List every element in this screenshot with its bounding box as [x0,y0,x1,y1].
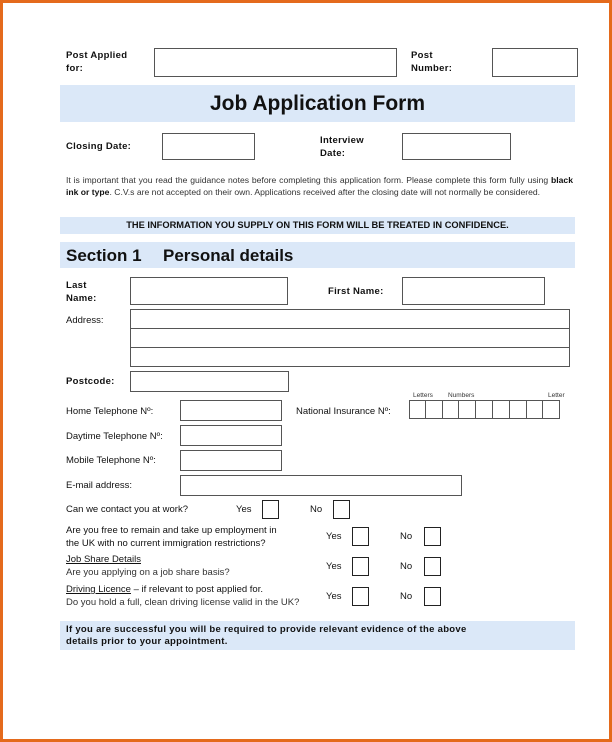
address-line-3[interactable] [130,347,570,367]
interview-date-label: Interview Date: [320,135,364,159]
immigration-yes-label: Yes [326,531,342,542]
first-name-label: First Name: [328,286,384,297]
driving-no-label: No [400,591,413,602]
immigration-question: Are you free to remain and take up employment in the UK with no current immigration restrictions? [66,525,277,549]
guidance-text: It is important that you read the guidance notes before completing this application form. Please complete this form fully using black ink or type. C.V.s are not accepted on their own. Applications received after the closing date will not normally be considered. [66,175,573,197]
page-title: Job Application Form [209,92,426,115]
first-name-field[interactable] [402,277,545,305]
ni-letters-caption: Letters [413,392,433,399]
postcode-label: Postcode: [66,376,115,387]
postcode-field[interactable] [130,371,289,392]
confidence-note: THE INFORMATION YOU SUPPLY ON THIS FORM WILL BE TREATED IN CONFIDENCE. [126,220,509,230]
driving-heading: Driving Licence – if relevant to post applied for. [66,584,263,595]
job-share-no-label: No [400,561,413,572]
post-applied-label: Post Applied for: [66,50,128,74]
post-number-field[interactable] [492,48,578,77]
immigration-no-label: No [400,531,413,542]
last-name-field[interactable] [130,277,288,305]
ni-cell[interactable] [543,400,560,419]
home-tel-field[interactable] [180,400,282,421]
daytime-tel-label: Daytime Telephone Nº: [66,431,163,442]
mobile-tel-field[interactable] [180,450,282,471]
closing-date-label: Closing Date: [66,141,132,152]
section-number: Section 1 [66,246,142,265]
immigration-no-checkbox[interactable] [424,527,441,546]
daytime-tel-field[interactable] [180,425,282,446]
ni-grid[interactable] [409,400,560,419]
ni-cell[interactable] [476,400,493,419]
address-line-1[interactable] [130,309,570,329]
ni-cell[interactable] [510,400,527,419]
section-title: Personal details [163,246,294,265]
ni-label: National Insurance Nº: [296,406,391,417]
address-label: Address: [66,315,104,326]
post-applied-field[interactable] [154,48,397,77]
driving-yes-label: Yes [326,591,342,602]
email-label: E-mail address: [66,480,132,491]
home-tel-label: Home Telephone Nº: [66,406,154,417]
contact-work-yes-label: Yes [236,504,252,515]
driving-question: Do you hold a full, clean driving license valid in the UK? [66,597,300,608]
ni-cell[interactable] [409,400,426,419]
address-line-2[interactable] [130,328,570,348]
contact-work-no-checkbox[interactable] [333,500,350,519]
job-share-yes-label: Yes [326,561,342,572]
mobile-tel-label: Mobile Telephone Nº: [66,455,156,466]
driving-yes-checkbox[interactable] [352,587,369,606]
job-share-yes-checkbox[interactable] [352,557,369,576]
interview-date-field[interactable] [402,133,511,160]
job-share-heading: Job Share Details [66,554,141,565]
job-share-question: Are you applying on a job share basis? [66,567,230,578]
ni-cell[interactable] [426,400,443,419]
contact-work-question: Can we contact you at work? [66,504,188,515]
contact-work-no-label: No [310,504,323,515]
post-number-label: Post Number: [411,50,453,74]
ni-letter-caption: Letter [548,392,565,399]
email-field[interactable] [180,475,462,496]
ni-cell[interactable] [527,400,544,419]
footer-note: If you are successful you will be required to provide relevant evidence of the above details prior to your appointment. [66,624,467,647]
contact-work-yes-checkbox[interactable] [262,500,279,519]
job-share-no-checkbox[interactable] [424,557,441,576]
ni-cell[interactable] [493,400,510,419]
ni-cell[interactable] [459,400,476,419]
closing-date-field[interactable] [162,133,255,160]
ni-cell[interactable] [443,400,460,419]
ni-numbers-caption: Numbers [448,392,475,399]
last-name-label: Last Name: [66,280,97,304]
driving-no-checkbox[interactable] [424,587,441,606]
immigration-yes-checkbox[interactable] [352,527,369,546]
